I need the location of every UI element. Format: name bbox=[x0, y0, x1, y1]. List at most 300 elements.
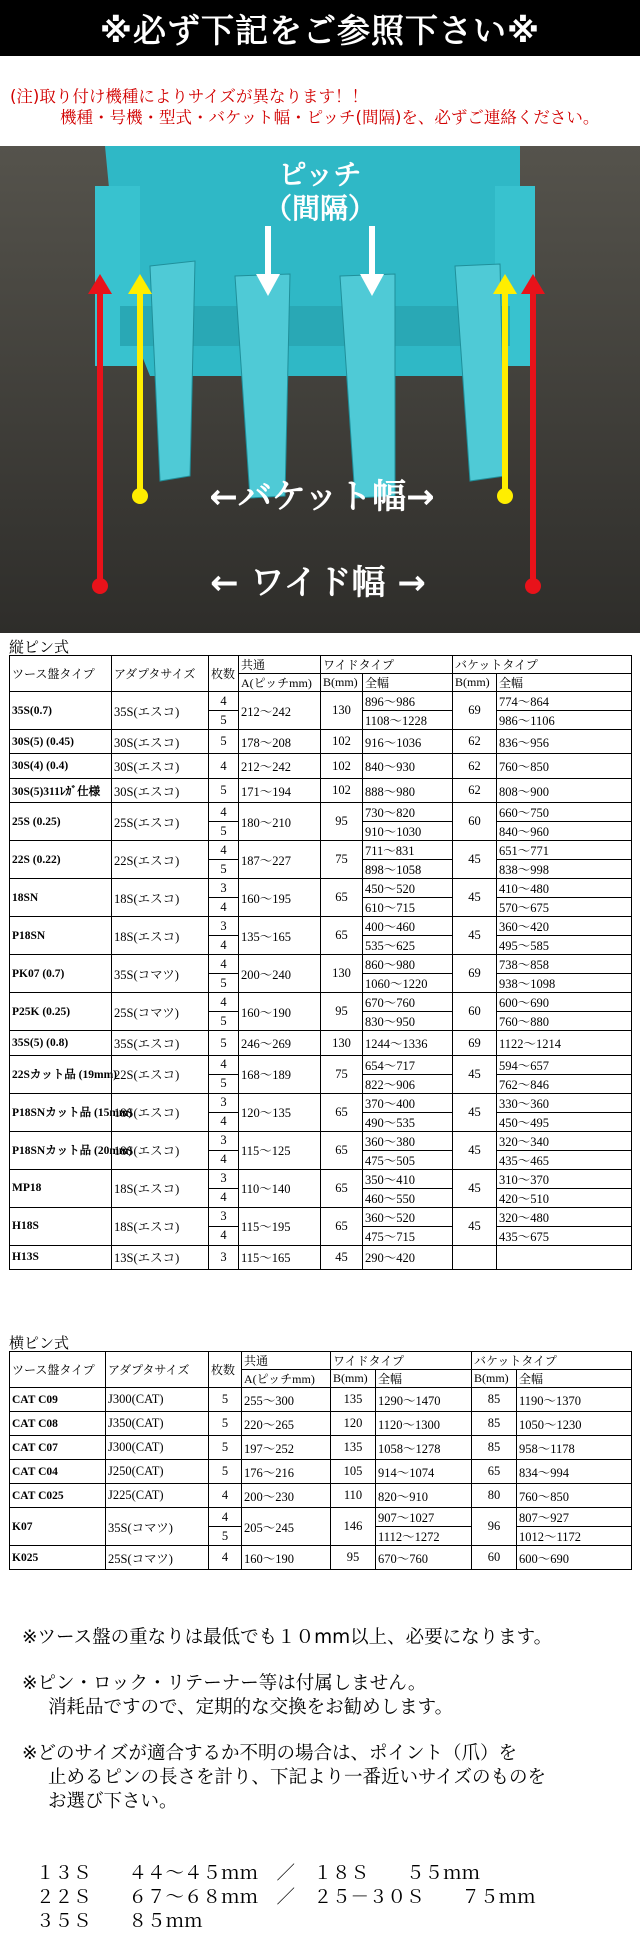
header-row bbox=[10, 1352, 632, 1370]
bucket-full-cell: 410～480 bbox=[497, 879, 632, 898]
adapter-cell: J300(CAT) bbox=[106, 1388, 209, 1412]
count-cell: 4 bbox=[209, 1226, 239, 1245]
pitch-cell: 160～195 bbox=[239, 879, 321, 917]
count-cell: 5 bbox=[209, 1436, 242, 1460]
tooth-type-cell: 18SN bbox=[10, 879, 112, 917]
bucket-b-cell: 96 bbox=[472, 1508, 517, 1546]
wide-full-cell: 350～410 bbox=[363, 1169, 453, 1188]
bucket-b-cell: 62 bbox=[453, 778, 497, 802]
header-bucket-type: バケットタイプ bbox=[472, 1352, 632, 1370]
tooth-type-cell: P18SNカット品 (20mm) bbox=[10, 1131, 112, 1169]
vertical-pin-table bbox=[9, 655, 632, 1270]
count-cell: 3 bbox=[209, 879, 239, 898]
bucket-b-cell: 85 bbox=[472, 1412, 517, 1436]
notice-line-2: 機種・号機・型式・バケット幅・ピッチ(間隔)を、必ずご連絡ください。 bbox=[60, 108, 600, 127]
bucket-b-cell: 69 bbox=[453, 692, 497, 730]
table-row bbox=[10, 1055, 632, 1074]
bucket-full-cell: 1050～1230 bbox=[517, 1412, 632, 1436]
header-bucket-b: B(mm) bbox=[472, 1370, 517, 1388]
bucket-full-cell: 760～850 bbox=[517, 1484, 632, 1508]
adapter-cell: 35S(コマツ) bbox=[112, 955, 209, 993]
bucket-b-cell: 60 bbox=[453, 993, 497, 1031]
adapter-cell: J225(CAT) bbox=[106, 1484, 209, 1508]
page-header bbox=[0, 0, 640, 56]
table-row bbox=[10, 1031, 632, 1055]
table-row bbox=[10, 1131, 632, 1150]
header-wide-b: B(mm) bbox=[321, 674, 363, 692]
adapter-cell: 18S(エスコ) bbox=[112, 879, 209, 917]
header-common: 共通 bbox=[239, 656, 321, 674]
table-row bbox=[10, 917, 632, 936]
table-row bbox=[10, 1388, 632, 1412]
bucket-full-cell: 986～1106 bbox=[497, 711, 632, 730]
tooth-type-cell: 30S(5)311ﾚｶﾞ仕様 bbox=[10, 778, 112, 802]
count-cell: 4 bbox=[209, 1484, 242, 1508]
table-row bbox=[10, 803, 632, 822]
adapter-cell: 22S(エスコ) bbox=[112, 1055, 209, 1093]
wide-full-cell: 840～930 bbox=[363, 754, 453, 778]
bucket-b-cell: 69 bbox=[453, 955, 497, 993]
bucket-full-cell: 330～360 bbox=[497, 1093, 632, 1112]
wide-b-cell: 65 bbox=[321, 1169, 363, 1207]
tooth-type-cell: 35S(0.7) bbox=[10, 692, 112, 730]
adapter-cell: 35S(コマツ) bbox=[106, 1508, 209, 1546]
pitch-cell: 160～190 bbox=[242, 1546, 331, 1570]
wide-b-cell: 95 bbox=[321, 803, 363, 841]
count-cell: 3 bbox=[209, 1169, 239, 1188]
bucket-b-cell: 62 bbox=[453, 730, 497, 754]
wide-full-cell: 1290～1470 bbox=[376, 1388, 472, 1412]
table-row bbox=[10, 1412, 632, 1436]
bucket-b-cell: 80 bbox=[472, 1484, 517, 1508]
tooth-type-cell: P25K (0.25) bbox=[10, 993, 112, 1031]
horizontal-pin-table bbox=[9, 1351, 632, 1570]
count-cell: 4 bbox=[209, 1508, 242, 1527]
bucket-full-cell: 420～510 bbox=[497, 1188, 632, 1207]
adapter-cell: J250(CAT) bbox=[106, 1460, 209, 1484]
bucket-b-cell: 45 bbox=[453, 1055, 497, 1093]
bucket-b-cell: 60 bbox=[472, 1546, 517, 1570]
table-row bbox=[10, 1546, 632, 1570]
pitch-cell: 115～125 bbox=[239, 1131, 321, 1169]
wide-b-cell: 65 bbox=[321, 1207, 363, 1245]
wide-full-cell: 914～1074 bbox=[376, 1460, 472, 1484]
count-cell: 4 bbox=[209, 803, 239, 822]
tooth-type-cell: CAT C07 bbox=[10, 1436, 106, 1460]
count-cell: 3 bbox=[209, 1093, 239, 1112]
wide-full-cell: 916～1036 bbox=[363, 730, 453, 754]
tooth-type-cell: CAT C04 bbox=[10, 1460, 106, 1484]
count-cell: 5 bbox=[209, 1012, 239, 1031]
count-cell: 4 bbox=[209, 1546, 242, 1570]
wide-b-cell: 120 bbox=[331, 1412, 376, 1436]
pitch-cell: 171～194 bbox=[239, 778, 321, 802]
header-wide-type: ワイドタイプ bbox=[331, 1352, 472, 1370]
header-adapter-size: アダプタサイズ bbox=[112, 656, 209, 692]
bucket-full-cell: 600～690 bbox=[497, 993, 632, 1012]
wide-b-cell: 75 bbox=[321, 841, 363, 879]
bucket-full-cell: 435～465 bbox=[497, 1150, 632, 1169]
pitch-label-2: （間隔） bbox=[263, 192, 377, 225]
count-cell: 5 bbox=[209, 1527, 242, 1546]
bucket-full-cell: 760～850 bbox=[497, 754, 632, 778]
header-wide-type: ワイドタイプ bbox=[321, 656, 453, 674]
tooth-type-cell: P18SNカット品 (15mm) bbox=[10, 1093, 112, 1131]
table-row bbox=[10, 692, 632, 711]
wide-full-cell: 670～760 bbox=[376, 1546, 472, 1570]
tooth-type-cell: MP18 bbox=[10, 1169, 112, 1207]
table-row bbox=[10, 993, 632, 1012]
wide-full-cell: 888～980 bbox=[363, 778, 453, 802]
wide-full-cell: 360～380 bbox=[363, 1131, 453, 1150]
pin-size-line-3: ３５Ｓ ８５ｍｍ bbox=[36, 1911, 203, 1932]
bucket-b-cell: 45 bbox=[453, 879, 497, 917]
wide-full-cell: 822～906 bbox=[363, 1074, 453, 1093]
note-size-line-2: 止めるピンの長さを計り、下記より一番近いサイズのものを bbox=[48, 1767, 547, 1788]
tooth-type-cell: 30S(5) (0.45) bbox=[10, 730, 112, 754]
adapter-cell: 30S(エスコ) bbox=[112, 730, 209, 754]
wide-full-cell: 670～760 bbox=[363, 993, 453, 1012]
bucket-full-cell: 495～585 bbox=[497, 936, 632, 955]
wide-full-cell: 860～980 bbox=[363, 955, 453, 974]
tooth-type-cell: P18SN bbox=[10, 917, 112, 955]
wide-full-cell: 1108～1228 bbox=[363, 711, 453, 730]
pitch-cell: 180～210 bbox=[239, 803, 321, 841]
count-cell: 5 bbox=[209, 1388, 242, 1412]
bucket-full-cell: 310～370 bbox=[497, 1169, 632, 1188]
wide-b-cell: 130 bbox=[321, 692, 363, 730]
pitch-cell: 110～140 bbox=[239, 1169, 321, 1207]
wide-b-cell: 65 bbox=[321, 879, 363, 917]
adapter-cell: 18S(エスコ) bbox=[112, 1207, 209, 1245]
vertical-pin-title: 縦ピン式 bbox=[9, 640, 70, 656]
wide-b-cell: 65 bbox=[321, 1093, 363, 1131]
count-cell: 4 bbox=[209, 936, 239, 955]
notes bbox=[22, 1626, 632, 1836]
adapter-cell: 30S(エスコ) bbox=[112, 754, 209, 778]
tooth-type-cell: 30S(4) (0.4) bbox=[10, 754, 112, 778]
table-row bbox=[10, 841, 632, 860]
bucket-b-cell: 62 bbox=[453, 754, 497, 778]
wide-full-cell: 654～717 bbox=[363, 1055, 453, 1074]
count-cell: 4 bbox=[209, 1150, 239, 1169]
tooth-type-cell: H13S bbox=[10, 1245, 112, 1269]
note-size bbox=[22, 1742, 632, 1814]
wide-full-cell: 475～505 bbox=[363, 1150, 453, 1169]
tooth-type-cell: 22S (0.22) bbox=[10, 841, 112, 879]
bucket-full-cell: 760～880 bbox=[497, 1012, 632, 1031]
note-parts-line-1: ※ピン・ロック・リテーナー等は付属しません。 bbox=[22, 1673, 427, 1694]
header-tooth-type: ツース盤タイプ bbox=[10, 1352, 106, 1388]
note-size-line-1: ※どのサイズが適合するか不明の場合は、ポイント（爪）を bbox=[22, 1743, 518, 1764]
bucket-b-cell: 60 bbox=[453, 803, 497, 841]
wide-b-cell: 95 bbox=[321, 993, 363, 1031]
wide-b-cell: 135 bbox=[331, 1388, 376, 1412]
tooth-type-cell: H18S bbox=[10, 1207, 112, 1245]
tooth-type-cell: CAT C09 bbox=[10, 1388, 106, 1412]
pitch-cell: 212～242 bbox=[239, 754, 321, 778]
pitch-label-1: ピッチ bbox=[278, 158, 362, 191]
wide-b-cell: 146 bbox=[331, 1508, 376, 1546]
bucket-full-cell: 1012～1172 bbox=[517, 1527, 632, 1546]
adapter-cell: 35S(エスコ) bbox=[112, 692, 209, 730]
bucket-b-cell: 45 bbox=[453, 917, 497, 955]
bucket-b-cell: 45 bbox=[453, 1207, 497, 1245]
wide-full-cell: 830～950 bbox=[363, 1012, 453, 1031]
table-row bbox=[10, 1207, 632, 1226]
bucket-full-cell bbox=[497, 1245, 632, 1269]
wide-b-cell: 102 bbox=[321, 754, 363, 778]
bucket-full-cell: 360～420 bbox=[497, 917, 632, 936]
wide-full-cell: 610～715 bbox=[363, 898, 453, 917]
wide-b-cell: 102 bbox=[321, 730, 363, 754]
bucket-b-cell: 65 bbox=[472, 1460, 517, 1484]
pin-size-line-1: １３Ｓ ４４～４５ｍｍ ／ １８Ｓ ５５ｍｍ bbox=[36, 1863, 481, 1884]
tooth-type-cell: CAT C025 bbox=[10, 1484, 106, 1508]
count-cell: 4 bbox=[209, 1055, 239, 1074]
table-row bbox=[10, 1245, 632, 1269]
wide-full-cell: 1060～1220 bbox=[363, 974, 453, 993]
count-cell: 4 bbox=[209, 692, 239, 711]
wide-b-cell: 110 bbox=[331, 1484, 376, 1508]
count-cell: 4 bbox=[209, 955, 239, 974]
header-count: 枚数 bbox=[209, 1352, 242, 1388]
adapter-cell: 30S(エスコ) bbox=[112, 778, 209, 802]
bucket-b-cell: 45 bbox=[453, 1131, 497, 1169]
bucket-b-cell bbox=[453, 1245, 497, 1269]
pitch-cell: 160～190 bbox=[239, 993, 321, 1031]
bucket-full-cell: 570～675 bbox=[497, 898, 632, 917]
wide-full-cell: 730～820 bbox=[363, 803, 453, 822]
bucket-b-cell: 85 bbox=[472, 1436, 517, 1460]
header-pitch: A(ピッチmm) bbox=[242, 1370, 331, 1388]
tooth-type-cell: K07 bbox=[10, 1508, 106, 1546]
header-bucket-b: B(mm) bbox=[453, 674, 497, 692]
bucket-full-cell: 958～1178 bbox=[517, 1436, 632, 1460]
wide-full-cell: 1112～1272 bbox=[376, 1527, 472, 1546]
count-cell: 4 bbox=[209, 898, 239, 917]
bucket-diagram-photo bbox=[0, 146, 640, 633]
header-common: 共通 bbox=[242, 1352, 331, 1370]
table-row bbox=[10, 1484, 632, 1508]
table-row bbox=[10, 730, 632, 754]
count-cell: 5 bbox=[209, 860, 239, 879]
bucket-full-cell: 320～340 bbox=[497, 1131, 632, 1150]
bucket-b-cell: 69 bbox=[453, 1031, 497, 1055]
adapter-cell: 25S(コマツ) bbox=[112, 993, 209, 1031]
wide-b-cell: 130 bbox=[321, 1031, 363, 1055]
tooth-type-cell: 25S (0.25) bbox=[10, 803, 112, 841]
bucket-full-cell: 450～495 bbox=[497, 1112, 632, 1131]
count-cell: 5 bbox=[209, 1031, 239, 1055]
wide-full-cell: 820～910 bbox=[376, 1484, 472, 1508]
bucket-b-cell: 45 bbox=[453, 1093, 497, 1131]
pitch-cell: 168～189 bbox=[239, 1055, 321, 1093]
pin-size-list bbox=[36, 1862, 536, 1934]
wide-full-cell: 1244～1336 bbox=[363, 1031, 453, 1055]
header-adapter-size: アダプタサイズ bbox=[106, 1352, 209, 1388]
count-cell: 5 bbox=[209, 822, 239, 841]
bucket-full-cell: 320～480 bbox=[497, 1207, 632, 1226]
adapter-cell: 13S(エスコ) bbox=[112, 1245, 209, 1269]
order-notice bbox=[0, 56, 640, 128]
count-cell: 3 bbox=[209, 1131, 239, 1150]
note-parts bbox=[22, 1672, 632, 1720]
note-parts-line-2: 消耗品ですので、定期的な交換をお勧めします。 bbox=[48, 1697, 454, 1718]
table-row bbox=[10, 754, 632, 778]
wide-full-cell: 1120～1300 bbox=[376, 1412, 472, 1436]
count-cell: 4 bbox=[209, 1112, 239, 1131]
adapter-cell: J350(CAT) bbox=[106, 1412, 209, 1436]
count-cell: 5 bbox=[209, 1074, 239, 1093]
table-row bbox=[10, 1169, 632, 1188]
wide-b-cell: 75 bbox=[321, 1055, 363, 1093]
bucket-full-cell: 660～750 bbox=[497, 803, 632, 822]
bucket-full-cell: 836～956 bbox=[497, 730, 632, 754]
pitch-cell: 135～165 bbox=[239, 917, 321, 955]
count-cell: 3 bbox=[209, 1207, 239, 1226]
table-row bbox=[10, 1436, 632, 1460]
wide-full-cell: 910～1030 bbox=[363, 822, 453, 841]
tooth-type-cell: K025 bbox=[10, 1546, 106, 1570]
wide-b-cell: 130 bbox=[321, 955, 363, 993]
count-cell: 5 bbox=[209, 1412, 242, 1436]
bucket-full-cell: 651～771 bbox=[497, 841, 632, 860]
wide-b-cell: 45 bbox=[321, 1245, 363, 1269]
pin-size-line-2: ２２Ｓ ６７～６８ｍｍ ／ ２５－３０Ｓ ７５ｍｍ bbox=[36, 1887, 536, 1908]
count-cell: 5 bbox=[209, 974, 239, 993]
tooth-type-cell: CAT C08 bbox=[10, 1412, 106, 1436]
count-cell: 4 bbox=[209, 993, 239, 1012]
tooth-type-cell: 35S(5) (0.8) bbox=[10, 1031, 112, 1055]
bucket-full-cell: 808～900 bbox=[497, 778, 632, 802]
note-overlap: ※ツース盤の重なりは最低でも１０mm以上、必要になります。 bbox=[22, 1627, 553, 1648]
wide-full-cell: 535～625 bbox=[363, 936, 453, 955]
pitch-cell: 246～269 bbox=[239, 1031, 321, 1055]
bucket-full-cell: 807～927 bbox=[517, 1508, 632, 1527]
bucket-full-cell: 834～994 bbox=[517, 1460, 632, 1484]
wide-full-cell: 450～520 bbox=[363, 879, 453, 898]
bucket-full-cell: 838～998 bbox=[497, 860, 632, 879]
wide-b-cell: 65 bbox=[321, 1131, 363, 1169]
adapter-cell: 18S(エスコ) bbox=[112, 917, 209, 955]
count-cell: 4 bbox=[209, 841, 239, 860]
adapter-cell: 18S(エスコ) bbox=[112, 1131, 209, 1169]
header-title: ※必ず下記をご参照下さい※ bbox=[99, 10, 541, 50]
bucket-full-cell: 600～690 bbox=[517, 1546, 632, 1570]
adapter-cell: 18S(エスコ) bbox=[112, 1093, 209, 1131]
count-cell: 4 bbox=[209, 754, 239, 778]
header-wide-full: 全幅 bbox=[376, 1370, 472, 1388]
wide-full-cell: 711～831 bbox=[363, 841, 453, 860]
pitch-cell: 120～135 bbox=[239, 1093, 321, 1131]
pitch-cell: 200～230 bbox=[242, 1484, 331, 1508]
pitch-cell: 212～242 bbox=[239, 692, 321, 730]
pitch-cell: 176～216 bbox=[242, 1460, 331, 1484]
wide-full-cell: 896～986 bbox=[363, 692, 453, 711]
bucket-full-cell: 774～864 bbox=[497, 692, 632, 711]
bucket-diagram bbox=[0, 146, 640, 633]
bucket-full-cell: 938～1098 bbox=[497, 974, 632, 993]
tooth-type-cell: PK07 (0.7) bbox=[10, 955, 112, 993]
wide-full-cell: 490～535 bbox=[363, 1112, 453, 1131]
notice-line-1: (注)取り付け機種によりサイズが異なります！！ bbox=[10, 87, 369, 106]
adapter-cell: J300(CAT) bbox=[106, 1436, 209, 1460]
bucket-full-cell: 1122～1214 bbox=[497, 1031, 632, 1055]
note-size-line-3: お選び下さい。 bbox=[48, 1791, 178, 1812]
adapter-cell: 25S(コマツ) bbox=[106, 1546, 209, 1570]
wide-width-label: ← ワイド幅 → bbox=[210, 563, 426, 603]
pitch-cell: 200～240 bbox=[239, 955, 321, 993]
count-cell: 5 bbox=[209, 1460, 242, 1484]
wide-full-cell: 1058～1278 bbox=[376, 1436, 472, 1460]
table-row bbox=[10, 1093, 632, 1112]
bucket-full-cell: 840～960 bbox=[497, 822, 632, 841]
bucket-full-cell: 738～858 bbox=[497, 955, 632, 974]
wide-full-cell: 400～460 bbox=[363, 917, 453, 936]
table-row bbox=[10, 1508, 632, 1527]
header-tooth-type: ツース盤タイプ bbox=[10, 656, 112, 692]
pitch-cell: 205～245 bbox=[242, 1508, 331, 1546]
wide-b-cell: 102 bbox=[321, 778, 363, 802]
bucket-b-cell: 85 bbox=[472, 1388, 517, 1412]
table-row bbox=[10, 879, 632, 898]
bucket-b-cell: 45 bbox=[453, 841, 497, 879]
pitch-cell: 115～165 bbox=[239, 1245, 321, 1269]
header-wide-b: B(mm) bbox=[331, 1370, 376, 1388]
bucket-full-cell: 1190～1370 bbox=[517, 1388, 632, 1412]
table-row bbox=[10, 778, 632, 802]
pitch-cell: 255～300 bbox=[242, 1388, 331, 1412]
adapter-cell: 18S(エスコ) bbox=[112, 1169, 209, 1207]
header-bucket-full: 全幅 bbox=[497, 674, 632, 692]
pitch-cell: 178～208 bbox=[239, 730, 321, 754]
wide-full-cell: 460～550 bbox=[363, 1188, 453, 1207]
tooth-type-cell: 22Sカット品 (19mm) bbox=[10, 1055, 112, 1093]
adapter-cell: 22S(エスコ) bbox=[112, 841, 209, 879]
header-bucket-type: バケットタイプ bbox=[453, 656, 632, 674]
header-bucket-full: 全幅 bbox=[517, 1370, 632, 1388]
count-cell: 5 bbox=[209, 711, 239, 730]
wide-b-cell: 105 bbox=[331, 1460, 376, 1484]
pitch-cell: 197～252 bbox=[242, 1436, 331, 1460]
bucket-full-cell: 594～657 bbox=[497, 1055, 632, 1074]
adapter-cell: 35S(エスコ) bbox=[112, 1031, 209, 1055]
header-count: 枚数 bbox=[209, 656, 239, 692]
table-row bbox=[10, 1460, 632, 1484]
wide-b-cell: 95 bbox=[331, 1546, 376, 1570]
wide-b-cell: 135 bbox=[331, 1436, 376, 1460]
bucket-full-cell: 762～846 bbox=[497, 1074, 632, 1093]
pitch-cell: 220～265 bbox=[242, 1412, 331, 1436]
wide-b-cell: 65 bbox=[321, 917, 363, 955]
pitch-cell: 187～227 bbox=[239, 841, 321, 879]
header-pitch: A(ピッチmm) bbox=[239, 674, 321, 692]
header-row bbox=[10, 656, 632, 674]
wide-full-cell: 290～420 bbox=[363, 1245, 453, 1269]
count-cell: 4 bbox=[209, 1188, 239, 1207]
bucket-full-cell: 435～675 bbox=[497, 1226, 632, 1245]
count-cell: 5 bbox=[209, 778, 239, 802]
wide-full-cell: 898～1058 bbox=[363, 860, 453, 879]
horizontal-pin-title: 横ピン式 bbox=[9, 1336, 70, 1352]
wide-full-cell: 370～400 bbox=[363, 1093, 453, 1112]
count-cell: 5 bbox=[209, 730, 239, 754]
pitch-cell: 115～195 bbox=[239, 1207, 321, 1245]
wide-full-cell: 360～520 bbox=[363, 1207, 453, 1226]
header-wide-full: 全幅 bbox=[363, 674, 453, 692]
bucket-b-cell: 45 bbox=[453, 1169, 497, 1207]
